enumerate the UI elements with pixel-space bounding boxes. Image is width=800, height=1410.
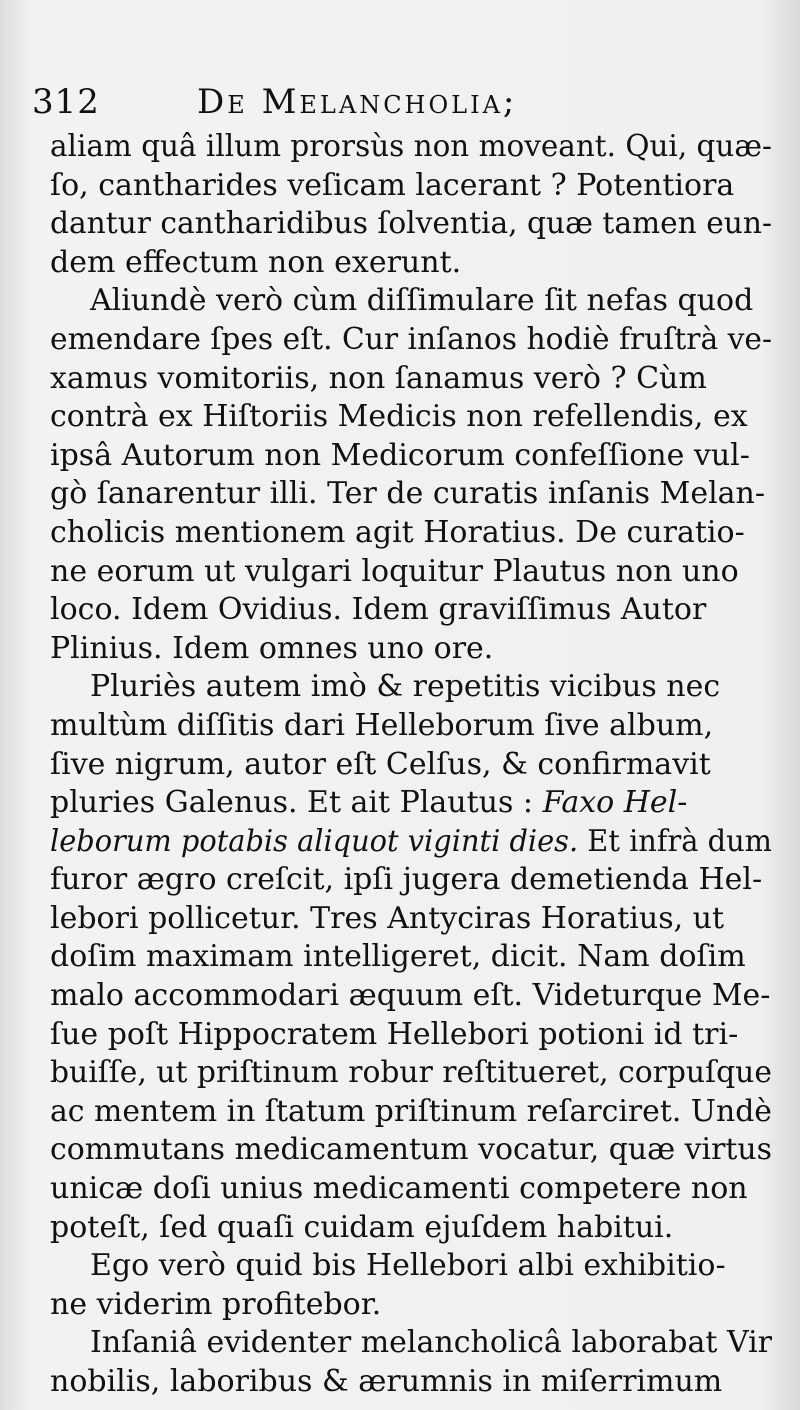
text-line-roman: ipsâ Autorum non Medicorum confeſſione vul- [50,437,750,473]
text-line [50,282,772,321]
text-line-italic: Faxo Hel- [542,785,688,821]
text-line [50,938,772,977]
text-line-roman: doſim maximam intelligeret, dicit. Nam doſim [50,939,746,975]
text-line-roman: ne viderim profitebor. [50,1286,382,1322]
text-line-roman: multùm diſſitis dari Helleborum ſive album, [50,707,714,743]
text-line [50,1093,772,1132]
text-line-roman: Plinius. Idem omnes uno ore. [50,630,494,666]
text-line [50,823,772,862]
page-number: 312 [32,82,100,122]
text-line-roman: ſive nigrum, autor eſt Celſus, & confirmavit [50,746,711,782]
text-line-roman: Inſaniâ evidenter melancholicâ laborabat Vir [90,1325,773,1361]
body-text [50,128,772,1402]
text-line [50,437,772,476]
text-line-roman: dantur cantharidibus ſolventia, quæ tamen eun- [50,206,772,242]
text-line [50,861,772,900]
text-line [50,205,772,244]
text-line [50,1170,772,1209]
text-line-roman: Ego verò quid bis Hellebori albi exhibitio- [90,1248,726,1284]
text-line-roman: pluries Galenus. Et ait Plautus : [50,785,543,821]
text-line-roman: aliam quâ illum prorsùs non moveant. Qui, quæ- [50,129,772,164]
text-line-roman: dem effectum non exerunt. [50,244,462,280]
text-line-roman: ac mentem in ſtatum priſtinum reſarciret. Undè [50,1093,772,1129]
text-line [50,475,772,514]
text-line [50,1209,772,1248]
text-line-roman-after: Et infrà dum [578,823,772,859]
text-line-roman: poteſt, ſed quaſi cuidam ejuſdem habitui. [50,1209,674,1245]
text-line [50,784,772,823]
text-line [50,514,772,553]
text-line-roman: emendare ſpes eſt. Cur inſanos hodiè fruſtrà ve- [50,321,772,357]
text-line-roman: xamus vomitoriis, non ſanamus verò ? Cùm [50,360,707,396]
text-line [50,1054,772,1093]
text-line [50,900,772,939]
text-line-roman: buiſſe, ut priſtinum robur reſtitueret, corpuſque [50,1055,772,1091]
text-line-roman: Aliundè verò cùm diſſimulare ſit nefas quod [90,283,754,319]
text-line-roman: Pluriès autem imò & repetitis vicibus nec [90,669,721,705]
text-line [50,1016,772,1055]
text-line [50,707,772,746]
text-line-roman: furor ægro creſcit, ipſi jugera demetienda Hel- [50,862,763,898]
text-line-italic: leborum potabis aliquot viginti dies. [50,823,579,859]
text-line [50,360,772,399]
text-line-roman: ne eorum ut vulgari loquitur Plautus non uno [50,553,739,589]
text-line [50,1363,772,1402]
text-line [50,1131,772,1170]
running-title: De Melancholia; [197,82,518,122]
text-line-roman: ſo, cantharides veſicam lacerant ? Potentiora [50,167,735,203]
text-line [50,167,772,206]
text-line [50,1324,772,1363]
text-line [50,128,772,167]
text-line-roman: malo accommodari æquum eſt. Videturque Me- [50,978,771,1014]
text-line [50,398,772,437]
text-line [50,244,772,283]
text-line [50,630,772,669]
text-line-roman: contrà ex Hiſtoriis Medicis non refellendis, ex [50,399,748,435]
text-line [50,746,772,785]
text-line-roman: commutans medicamentum vocatur, quæ virtus [50,1132,772,1168]
text-line-roman: ſue poſt Hippocratem Hellebori potioni id tri- [50,1016,739,1052]
text-line [50,321,772,360]
text-line-roman: cholicis mentionem agit Horatius. De curatio- [50,514,745,550]
text-line-roman: loco. Idem Ovidius. Idem graviſſimus Autor [50,592,707,628]
text-line [50,1286,772,1325]
text-line [50,1247,772,1286]
text-line [50,977,772,1016]
text-line-roman: lebori pollicetur. Tres Antyciras Horatius, ut [50,900,725,936]
page-header [32,82,772,122]
text-line-roman: unicæ doſi unius medicamenti competere non [50,1171,748,1207]
text-line-roman: nobilis, laboribus & ærumnis in miſerrimum [50,1364,723,1399]
text-line [50,668,772,707]
text-line [50,591,772,630]
text-line [50,553,772,592]
text-line-roman: gò ſanarentur illi. Ter de curatis inſanis Melan- [50,476,766,512]
